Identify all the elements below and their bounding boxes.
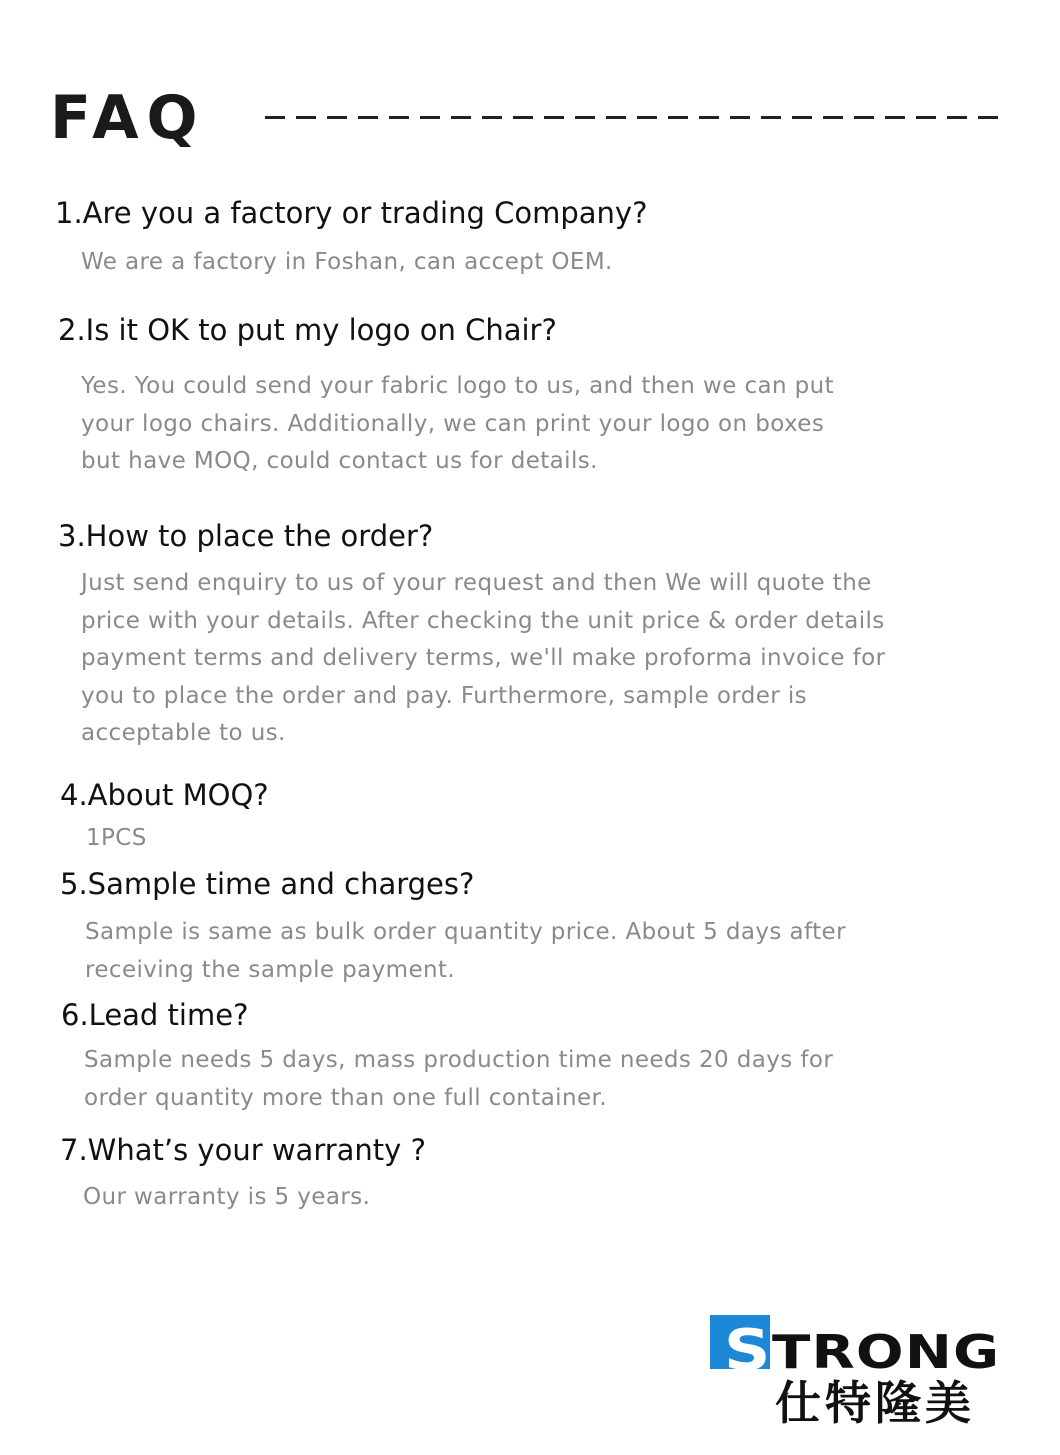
faq-answer-5 xyxy=(85,914,846,989)
logo-s-box xyxy=(710,1315,771,1383)
strong-logo xyxy=(710,1315,1035,1430)
faq-answer-2 xyxy=(81,368,834,481)
title-dashed-divider xyxy=(265,116,1003,119)
logo-chinese-name: 仕特隆美 xyxy=(775,1376,975,1430)
logo-wordmark: TRONG xyxy=(772,1325,1001,1379)
page-title: FAQ xyxy=(50,83,206,153)
faq-answer-3-line-3: payment terms and delivery terms, we'll make proforma invoice for xyxy=(81,645,886,671)
faq-answer-2-line-2: your logo chairs. Additionally, we can print your logo on boxes xyxy=(81,410,825,437)
faq-answer-3 xyxy=(81,565,885,753)
faq-answer-3-line-1: Just send enquiry to us of your request and then We will quote the xyxy=(81,570,872,596)
faq-answer-3-line-4: you to place the order and pay. Furthermore, sample order is xyxy=(81,682,808,709)
faq-answer-1-line-1: We are a factory in Foshan, can accept OEM. xyxy=(81,249,613,275)
faq-question-4: 4.About MOQ? xyxy=(60,778,269,812)
faq-answer-6-line-1: Sample needs 5 days, mass production time needs 20 days for xyxy=(84,1047,834,1073)
faq-answer-1 xyxy=(81,244,613,282)
faq-question-3: 3.How to place the order? xyxy=(58,519,434,553)
faq-question-7: 7.What’s your warranty ? xyxy=(60,1133,426,1167)
faq-answer-6 xyxy=(84,1042,833,1117)
faq-answer-7 xyxy=(83,1179,370,1217)
faq-answer-4-line-1: 1PCS xyxy=(86,825,147,851)
faq-answer-3-line-5: acceptable to us. xyxy=(81,720,286,746)
faq-question-2: 2.Is it OK to put my logo on Chair? xyxy=(58,313,557,347)
logo-letter-s: S xyxy=(724,1318,771,1383)
faq-answer-7-line-1: Our warranty is 5 years. xyxy=(83,1184,371,1210)
faq-question-1: 1.Are you a factory or trading Company? xyxy=(55,196,648,230)
faq-question-5: 5.Sample time and charges? xyxy=(60,867,475,901)
faq-answer-2-line-3: but have MOQ, could contact us for details. xyxy=(81,448,598,474)
faq-answer-6-line-2: order quantity more than one full container. xyxy=(84,1084,607,1111)
faq-answer-4 xyxy=(86,820,147,858)
faq-question-6: 6.Lead time? xyxy=(61,998,249,1032)
faq-answer-2-line-1: Yes. You could send your fabric logo to us, and then we can put xyxy=(81,373,835,399)
faq-answer-5-line-2: receiving the sample payment. xyxy=(85,956,456,983)
faq-answer-5-line-1: Sample is same as bulk order quantity price. About 5 days after xyxy=(85,919,846,945)
faq-answer-3-line-2: price with your details. After checking the unit price & order details xyxy=(81,607,885,634)
